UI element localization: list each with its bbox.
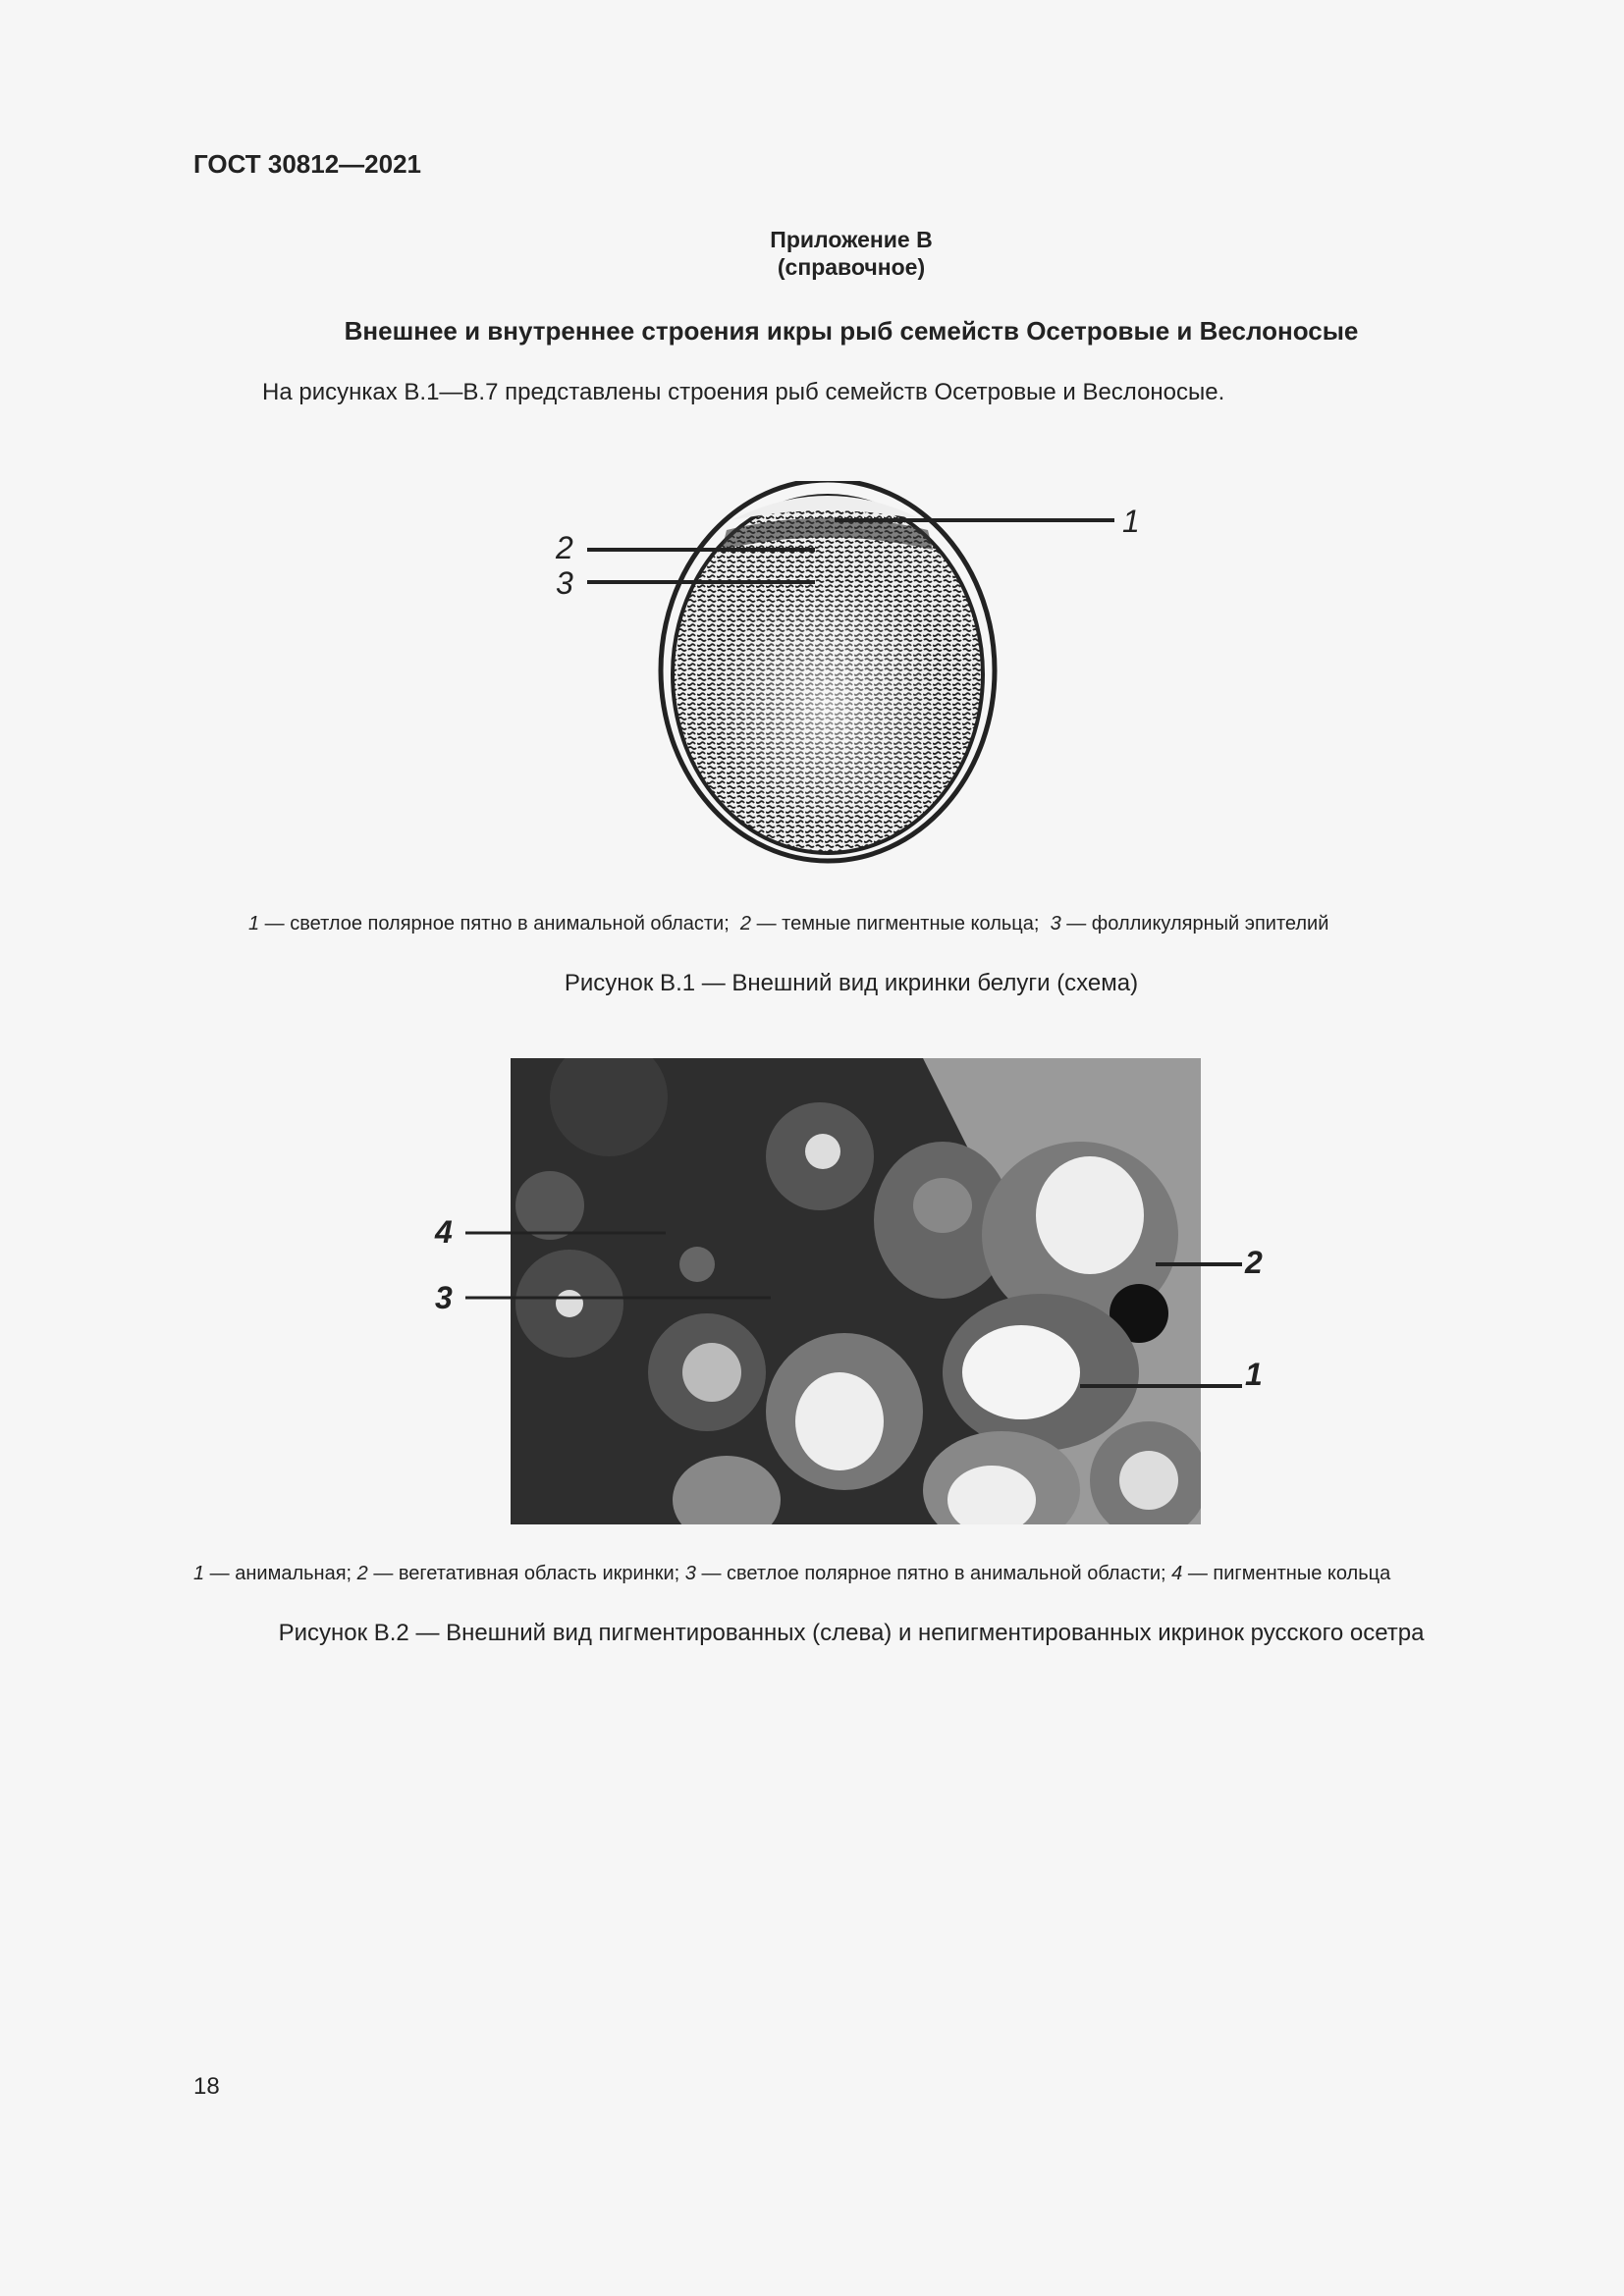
- fig2-legend: [193, 1563, 1390, 1585]
- page-number: 18: [193, 2073, 220, 2100]
- document-header: ГОСТ 30812—2021: [193, 149, 421, 179]
- legend-text: — фолликулярный эпителий: [1060, 913, 1329, 934]
- fig2-label-3: 3: [435, 1280, 453, 1315]
- legend-text: — темные пигментные кольца;: [751, 913, 1040, 934]
- egg-diagram: [550, 481, 1159, 893]
- legend-text: — анимальная;: [204, 1563, 352, 1584]
- appendix-subtitle: (справочное): [777, 254, 926, 280]
- legend-text: — светлое полярное пятно в анимальной области;: [259, 913, 730, 934]
- legend-num: 4: [1171, 1563, 1183, 1584]
- fig1-label-3: 3: [556, 565, 573, 601]
- fig2-leader-lines: [461, 1217, 1267, 1394]
- fig1-caption: Рисунок В.1 — Внешний вид икринки белуги (схема): [564, 970, 1139, 996]
- legend-num: 3: [684, 1563, 696, 1584]
- legend-text: — пигментные кольца: [1182, 1563, 1391, 1584]
- appendix-title: Приложение В: [770, 227, 933, 252]
- fig2-label-2: 2: [1245, 1245, 1263, 1280]
- legend-num: 3: [1050, 913, 1061, 934]
- legend-num: 1: [248, 913, 260, 934]
- fig1-label-2: 2: [556, 530, 573, 565]
- legend-text: — вегетативная область икринки;: [367, 1563, 680, 1584]
- fig2-label-1: 1: [1245, 1357, 1263, 1392]
- fig2-caption: Рисунок В.2 — Внешний вид пигментированных (слева) и непигментированных икринок русского осетра: [278, 1620, 1425, 1646]
- legend-num: 2: [356, 1563, 368, 1584]
- section-title: Внешнее и внутреннее строения икры рыб семейств Осетровые и Веслоносые: [344, 316, 1359, 346]
- fig2-label-4: 4: [435, 1214, 453, 1250]
- intro-paragraph: На рисунках В.1—В.7 представлены строения рыб семейств Осетровые и Веслоносые.: [262, 379, 1225, 405]
- appendix-heading: [0, 226, 1624, 281]
- fig1-legend: [248, 913, 1328, 935]
- legend-num: 1: [193, 1563, 205, 1584]
- fig1-label-1: 1: [1122, 504, 1140, 539]
- legend-num: 2: [739, 913, 752, 934]
- legend-text: — светлое полярное пятно в анимальной области;: [695, 1563, 1166, 1584]
